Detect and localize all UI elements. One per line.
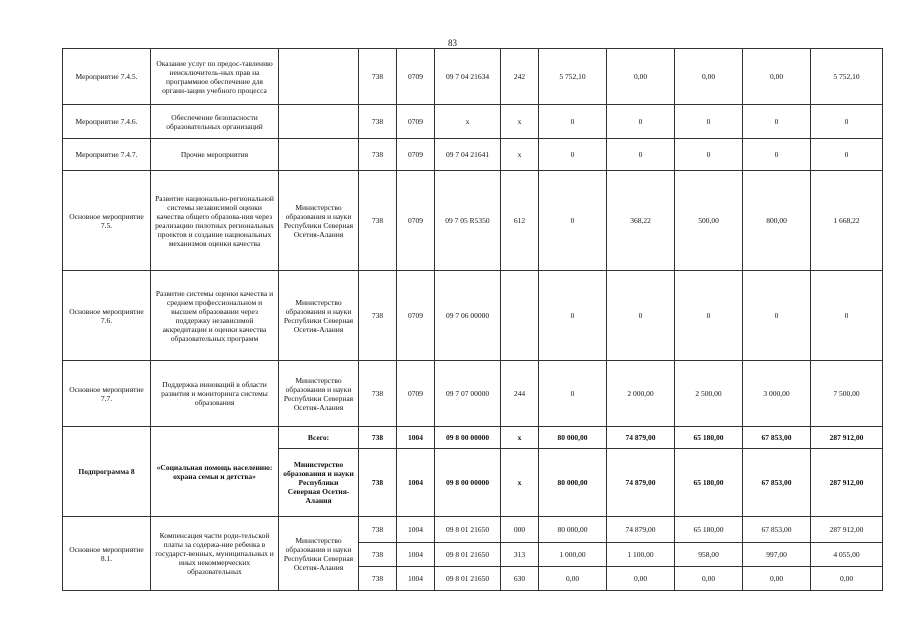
cell-vr: 630	[501, 567, 539, 591]
cell-value: 0	[607, 271, 675, 361]
cell-value: 368,22	[607, 171, 675, 271]
cell-value: 0	[811, 105, 883, 139]
cell-grbs: 738	[359, 543, 397, 567]
cell-value: 0,00	[607, 49, 675, 105]
table-row	[63, 271, 883, 361]
cell-value: 74 879,00	[607, 427, 675, 449]
cell-value: 1 100,00	[607, 543, 675, 567]
cell-value: 2 500,00	[675, 361, 743, 427]
cell-rzpr: 1004	[397, 449, 435, 517]
cell-value: 0,00	[675, 49, 743, 105]
cell-grbs: 738	[359, 271, 397, 361]
row-description: Развитие национально-региональной системы независимой оценки качества общего образова-ния через реализацию пилотных региональных проектов и создание национальных механизмов оценки качества	[151, 171, 279, 271]
row-responsible: Министерство образования и науки Республики Северная Осетия-Алания	[279, 361, 359, 427]
table-row	[63, 517, 883, 543]
cell-value: 0	[811, 139, 883, 171]
cell-csr: 09 8 01 21650	[435, 543, 501, 567]
table-row	[63, 171, 883, 271]
cell-value: 0,00	[607, 567, 675, 591]
cell-rzpr: 1004	[397, 427, 435, 449]
cell-rzpr: 0709	[397, 139, 435, 171]
cell-value: 67 853,00	[743, 427, 811, 449]
cell-vr	[501, 271, 539, 361]
row-code: Основное мероприятие 7.5.	[63, 171, 151, 271]
cell-rzpr: 0709	[397, 361, 435, 427]
cell-vr: 313	[501, 543, 539, 567]
cell-csr: 09 7 07 00000	[435, 361, 501, 427]
cell-csr: 09 7 06 00000	[435, 271, 501, 361]
row-description: Поддержка инноваций в области развития и мониторинга системы образования	[151, 361, 279, 427]
cell-value: 80 000,00	[539, 427, 607, 449]
cell-csr: 09 7 04 21641	[435, 139, 501, 171]
row-responsible	[279, 49, 359, 105]
row-code: Мероприятие 7.4.5.	[63, 49, 151, 105]
cell-value: 0	[743, 139, 811, 171]
table-row	[63, 105, 883, 139]
cell-value: 0	[675, 139, 743, 171]
table-row	[63, 49, 883, 105]
cell-value: 0	[743, 271, 811, 361]
cell-value: 67 853,00	[743, 517, 811, 543]
cell-value: 0	[539, 139, 607, 171]
cell-value: 74 879,00	[607, 449, 675, 517]
cell-value: 80 000,00	[539, 517, 607, 543]
row-responsible: Министерство образования и науки Республики Северная Осетия-Алания	[279, 517, 359, 591]
cell-value: 0	[539, 361, 607, 427]
cell-rzpr: 1004	[397, 517, 435, 543]
cell-rzpr: 0709	[397, 171, 435, 271]
table-row	[63, 139, 883, 171]
cell-value: 1 668,22	[811, 171, 883, 271]
cell-csr: 09 8 00 00000	[435, 427, 501, 449]
table-row	[63, 361, 883, 427]
cell-vr: x	[501, 427, 539, 449]
cell-value: 0	[539, 271, 607, 361]
row-description: Оказание услуг по предос-тавлению неисключитель-ных прав на программное обеспечение для органи-зации учебного процесса	[151, 49, 279, 105]
cell-value: 1 000,00	[539, 543, 607, 567]
cell-value: 5 752,10	[811, 49, 883, 105]
cell-vr: x	[501, 449, 539, 517]
cell-vr: 244	[501, 361, 539, 427]
cell-rzpr: 1004	[397, 567, 435, 591]
cell-csr: x	[435, 105, 501, 139]
cell-value: 287 912,00	[811, 449, 883, 517]
cell-value: 0,00	[743, 49, 811, 105]
row-responsible	[279, 105, 359, 139]
cell-grbs: 738	[359, 49, 397, 105]
cell-grbs: 738	[359, 361, 397, 427]
page-number: 83	[448, 38, 457, 48]
cell-value: 287 912,00	[811, 427, 883, 449]
cell-grbs: 738	[359, 427, 397, 449]
cell-grbs: 738	[359, 105, 397, 139]
cell-grbs: 738	[359, 449, 397, 517]
cell-value: 3 000,00	[743, 361, 811, 427]
cell-value: 0,00	[743, 567, 811, 591]
cell-value: 7 500,00	[811, 361, 883, 427]
cell-value: 2 000,00	[607, 361, 675, 427]
subprogram-total-row	[63, 427, 883, 449]
cell-value: 0	[675, 271, 743, 361]
cell-value: 4 055,00	[811, 543, 883, 567]
cell-value: 65 180,00	[675, 517, 743, 543]
cell-csr: 09 8 01 21650	[435, 567, 501, 591]
cell-value: 997,00	[743, 543, 811, 567]
row-description: Прочие мероприятия	[151, 139, 279, 171]
cell-vr: 612	[501, 171, 539, 271]
cell-vr: 242	[501, 49, 539, 105]
cell-value: 5 752,10	[539, 49, 607, 105]
cell-value: 0	[539, 171, 607, 271]
row-responsible	[279, 139, 359, 171]
cell-vr: 000	[501, 517, 539, 543]
cell-value: 0	[675, 105, 743, 139]
cell-value: 0	[607, 139, 675, 171]
cell-rzpr: 0709	[397, 105, 435, 139]
row-code: Мероприятие 7.4.6.	[63, 105, 151, 139]
cell-value: 0,00	[539, 567, 607, 591]
cell-rzpr: 1004	[397, 543, 435, 567]
cell-value: 800,00	[743, 171, 811, 271]
row-responsible: Министерство образования и науки Республики Северная Осетия-Алания	[279, 171, 359, 271]
cell-grbs: 738	[359, 171, 397, 271]
budget-table	[62, 48, 883, 591]
subprogram-code: Подпрограмма 8	[63, 427, 151, 517]
cell-vr: x	[501, 105, 539, 139]
cell-rzpr: 0709	[397, 271, 435, 361]
total-label: Всего:	[279, 427, 359, 449]
row-description: Развитие системы оценки качества и среднем профессиональном и высшем образовании через поддержку независимой аккредитации и оценки качества образовательных программ	[151, 271, 279, 361]
row-responsible: Министерство образования и науки Республики Северная Осетия-Алания	[279, 271, 359, 361]
cell-value: 0	[743, 105, 811, 139]
row-code: Основное мероприятие 7.7.	[63, 361, 151, 427]
cell-value: 0,00	[675, 567, 743, 591]
subprogram-name: «Социальная помощь населению: охрана семьи и детства»	[151, 427, 279, 517]
cell-csr: 09 7 04 21634	[435, 49, 501, 105]
cell-value: 0	[811, 271, 883, 361]
cell-csr: 09 8 00 00000	[435, 449, 501, 517]
cell-value: 287 912,00	[811, 517, 883, 543]
row-responsible: Министерство образования и науки Республики Северная Осетия-Алания	[279, 449, 359, 517]
row-code: Основное мероприятие 7.6.	[63, 271, 151, 361]
cell-value: 0	[607, 105, 675, 139]
cell-value: 74 879,00	[607, 517, 675, 543]
cell-rzpr: 0709	[397, 49, 435, 105]
cell-value: 958,00	[675, 543, 743, 567]
cell-grbs: 738	[359, 517, 397, 543]
cell-grbs: 738	[359, 567, 397, 591]
cell-value: 80 000,00	[539, 449, 607, 517]
cell-value: 0	[539, 105, 607, 139]
row-description: Компенсация части роди-тельской платы за содержа-ние ребенка в государст-венных, муниципальных и иных некоммерческих образовательных	[151, 517, 279, 591]
cell-value: 65 180,00	[675, 427, 743, 449]
row-code: Мероприятие 7.4.7.	[63, 139, 151, 171]
cell-value: 65 180,00	[675, 449, 743, 517]
cell-csr: 09 8 01 21650	[435, 517, 501, 543]
cell-vr: x	[501, 139, 539, 171]
cell-grbs: 738	[359, 139, 397, 171]
cell-value: 0,00	[811, 567, 883, 591]
cell-csr: 09 7 05 R5350	[435, 171, 501, 271]
row-code: Основное мероприятие 8.1.	[63, 517, 151, 591]
cell-value: 67 853,00	[743, 449, 811, 517]
row-description: Обеспечение безопасности образовательных организаций	[151, 105, 279, 139]
cell-value: 500,00	[675, 171, 743, 271]
